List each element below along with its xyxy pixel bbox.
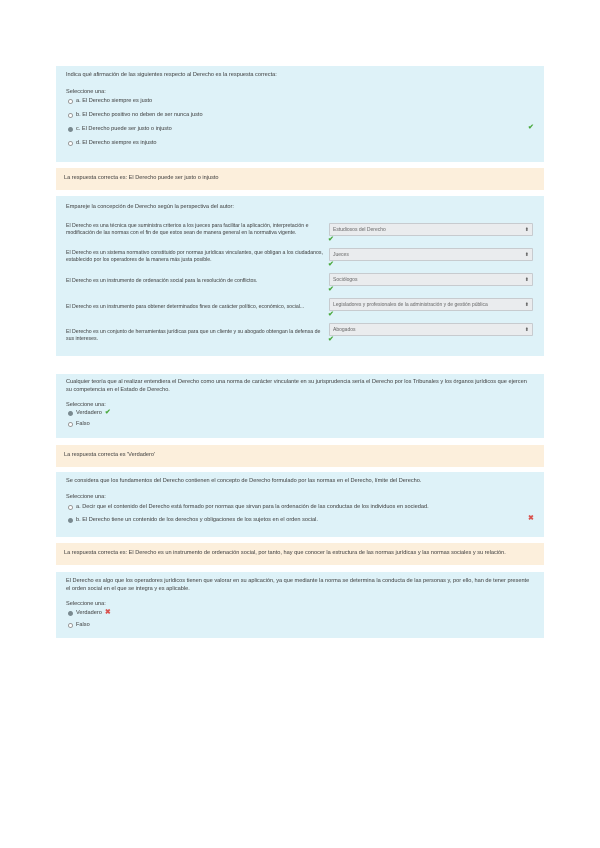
feedback-1 xyxy=(56,168,544,190)
feedback-3 xyxy=(56,445,544,467)
option-label: d. El Derecho siempre es injusto xyxy=(76,140,157,146)
question-5 xyxy=(56,572,544,638)
feedback-text: La respuesta correcta es: El Derecho puede ser justo o injusto xyxy=(64,175,219,181)
option-label: b. El Derecho positivo no deben de ser nunca justo xyxy=(76,112,203,118)
feedback-text: La respuesta correcta es 'Verdadero' xyxy=(64,452,156,458)
check-icon: ✔ xyxy=(328,336,334,343)
option-label: Falso xyxy=(76,622,90,628)
radio-button[interactable] xyxy=(68,99,73,104)
match-select[interactable] xyxy=(329,273,533,286)
q1-option-a[interactable] xyxy=(68,97,152,105)
radio-button[interactable] xyxy=(68,422,73,427)
match-select[interactable] xyxy=(329,223,533,236)
updown-arrow-icon: ⬍ xyxy=(524,327,529,333)
question-3-prompt: Cualquier teoría que al realizar entendiera el Derecho como una norma de carácter vinculante en su jurisprudencia sería el Derecho por los Tribunales y los órganos jurídicos que ejercen su competencia en el Estado de Derecho. xyxy=(66,379,527,393)
question-3 xyxy=(56,374,544,438)
check-icon: ✔ xyxy=(528,124,534,131)
select-value: Legisladores y profesionales de la administración y de gestión pública xyxy=(333,302,488,308)
q1-option-b[interactable] xyxy=(68,111,203,119)
select-one-label: Seleccione una: xyxy=(66,601,106,607)
check-icon: ✔ xyxy=(328,236,334,243)
match-row-text: El Derecho es un sistema normativo constituido por normas jurídicas vinculantes, que obligan a los ciudadanos, establecido por los operadores de la manera más justa posible. xyxy=(66,250,323,263)
radio-button[interactable] xyxy=(68,113,73,118)
select-one-label: Seleccione una: xyxy=(66,402,106,408)
select-one-label: Seleccione una: xyxy=(66,494,106,500)
match-row-text: El Derecho es una técnica que suministra criterios a los jueces para facilitar la aplicación, interpretación e modificación de las normas con el fin de que estos sean de manera general en la normativa vigente. xyxy=(66,223,309,236)
q3-option-true[interactable] xyxy=(68,409,111,417)
radio-button[interactable] xyxy=(68,505,73,510)
match-select[interactable] xyxy=(329,298,533,311)
cross-icon: ✖ xyxy=(528,515,534,522)
option-label: c. El Derecho puede ser justo o injusto xyxy=(76,126,172,132)
question-5-prompt: El Derecho es algo que los operadores jurídicos tienen que valorar en su aplicación, ya que mediante la norma se determina la conducta de las personas y, por ello, han de tener presente el orden social en el que se integra y es aplicable. xyxy=(66,578,530,592)
question-4-prompt: Se considera que los fundamentos del Derecho contienen el concepto de Derecho formulado por las normas en el Derecho, límite del Derecho. xyxy=(66,478,422,484)
q4-option-a[interactable] xyxy=(68,503,429,511)
question-4 xyxy=(56,472,544,537)
updown-arrow-icon: ⬍ xyxy=(524,302,529,308)
question-2-prompt: Empareje la concepción de Derecho según la perspectiva del autor: xyxy=(66,204,234,210)
option-label: b. El Derecho tiene un contenido de los derechos y obligaciones de los sujetos en el orden social. xyxy=(76,517,318,523)
option-label: Falso xyxy=(76,421,90,427)
q3-option-false[interactable] xyxy=(68,420,90,428)
updown-arrow-icon: ⬍ xyxy=(524,252,529,258)
match-row-text: El Derecho es un instrumento de ordenación social para la resolución de conflictos. xyxy=(66,278,258,284)
q1-option-c[interactable] xyxy=(68,125,172,133)
feedback-4 xyxy=(56,543,544,565)
select-value: Jueces xyxy=(333,252,349,258)
match-select[interactable] xyxy=(329,248,533,261)
question-1 xyxy=(56,66,544,162)
match-row-text: El Derecho es un conjunto de herramientas jurídicas para que un cliente y su abogado obtengan la defensa de sus intereses. xyxy=(66,329,321,342)
check-icon: ✔ xyxy=(328,286,334,293)
radio-button[interactable] xyxy=(68,411,73,416)
option-label: Verdadero xyxy=(76,410,102,416)
check-icon: ✔ xyxy=(328,311,334,318)
updown-arrow-icon: ⬍ xyxy=(524,227,529,233)
option-label: Verdadero xyxy=(76,610,102,616)
radio-button[interactable] xyxy=(68,141,73,146)
radio-button[interactable] xyxy=(68,623,73,628)
radio-button[interactable] xyxy=(68,518,73,523)
option-label: a. Decir que el contenido del Derecho está formado por normas que sirvan para la ordenación de las conductas de los individuos en sociedad. xyxy=(76,504,429,510)
option-label: a. El Derecho siempre es justo xyxy=(76,98,153,104)
updown-arrow-icon: ⬍ xyxy=(524,277,529,283)
select-value: Estudiosos del Derecho xyxy=(333,227,386,233)
select-value: Sociólogos xyxy=(333,277,358,283)
radio-button[interactable] xyxy=(68,611,73,616)
select-one-label: Seleccione una: xyxy=(66,89,106,95)
check-icon: ✔ xyxy=(328,261,334,268)
q5-option-true[interactable] xyxy=(68,609,111,617)
question-1-prompt: Indica qué afirmación de las siguientes respecto al Derecho es la respuesta correcta: xyxy=(66,72,277,78)
feedback-text: La respuesta correcta es: El Derecho es un instrumento de ordenación social, por tanto, hay que conocer la estructura de las normas jurídicas y las normas sociales y su relación. xyxy=(64,550,506,556)
select-value: Abogados xyxy=(333,327,356,333)
question-2 xyxy=(56,196,544,356)
q1-option-d[interactable] xyxy=(68,139,157,147)
q5-option-false[interactable] xyxy=(68,621,90,629)
q4-option-b[interactable] xyxy=(68,516,318,524)
cross-icon: ✖ xyxy=(104,609,111,616)
radio-button[interactable] xyxy=(68,127,73,132)
match-select[interactable] xyxy=(329,323,533,336)
check-icon: ✔ xyxy=(104,409,111,416)
match-row-text: El Derecho es un instrumento para obtener determinados fines de carácter político, económico, social... xyxy=(66,304,305,310)
